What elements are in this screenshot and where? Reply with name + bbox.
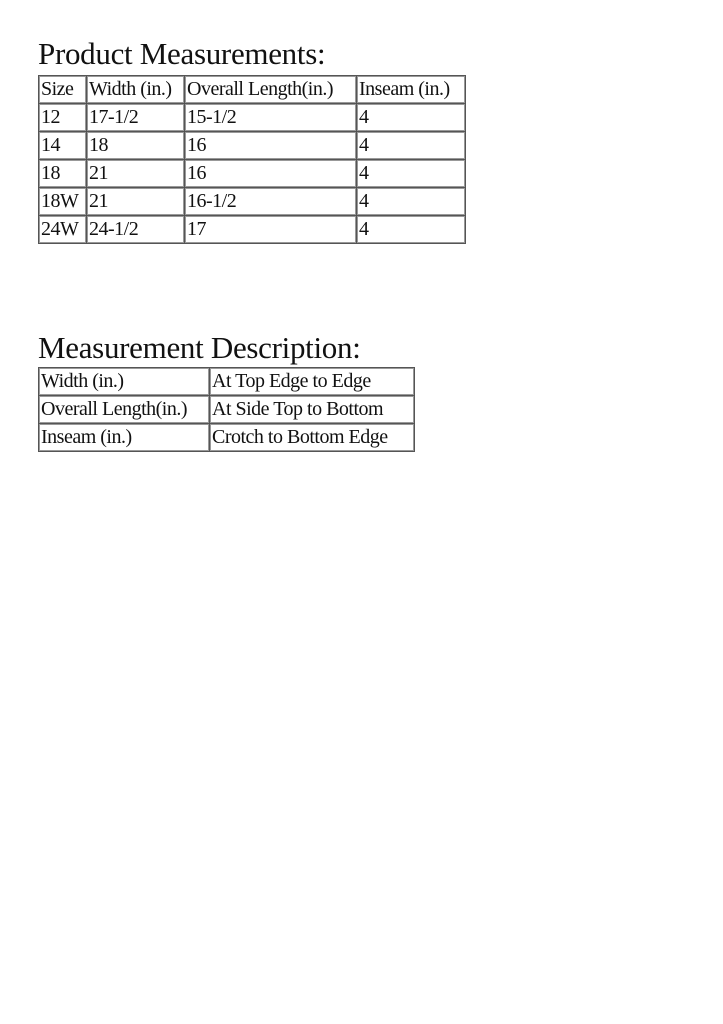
measurement-description-table (38, 367, 415, 452)
table-row (39, 368, 415, 396)
cell-inseam: 4 (357, 160, 466, 188)
table-row (39, 396, 415, 424)
cell-width: 17-1/2 (87, 104, 185, 132)
cell-width: 18 (87, 132, 185, 160)
cell-overall-length: 16 (185, 132, 357, 160)
cell-inseam: 4 (357, 216, 466, 244)
cell-size: 14 (39, 132, 87, 160)
header-inseam: Inseam (in.) (357, 76, 466, 104)
measurement-description-title: Measurement Description: (38, 330, 361, 365)
cell-width: 21 (87, 188, 185, 216)
cell-size: 18 (39, 160, 87, 188)
cell-measurement: Inseam (in.) (39, 424, 210, 452)
table-row (39, 424, 415, 452)
cell-overall-length: 15-1/2 (185, 104, 357, 132)
table-header-row (39, 76, 466, 104)
cell-measurement: Overall Length(in.) (39, 396, 210, 424)
cell-overall-length: 16 (185, 160, 357, 188)
cell-description: Crotch to Bottom Edge (210, 424, 415, 452)
product-measurements-table (38, 75, 466, 244)
cell-overall-length: 17 (185, 216, 357, 244)
table-row (39, 132, 466, 160)
cell-inseam: 4 (357, 188, 466, 216)
header-overall-length: Overall Length(in.) (185, 76, 357, 104)
header-width: Width (in.) (87, 76, 185, 104)
cell-width: 21 (87, 160, 185, 188)
cell-description: At Side Top to Bottom (210, 396, 415, 424)
cell-size: 18W (39, 188, 87, 216)
cell-width: 24-1/2 (87, 216, 185, 244)
table-row (39, 104, 466, 132)
table-row (39, 188, 466, 216)
cell-inseam: 4 (357, 104, 466, 132)
header-size: Size (39, 76, 87, 104)
cell-inseam: 4 (357, 132, 466, 160)
cell-size: 12 (39, 104, 87, 132)
product-measurements-title: Product Measurements: (38, 36, 326, 71)
cell-size: 24W (39, 216, 87, 244)
cell-overall-length: 16-1/2 (185, 188, 357, 216)
table-row (39, 216, 466, 244)
table-row (39, 160, 466, 188)
cell-measurement: Width (in.) (39, 368, 210, 396)
cell-description: At Top Edge to Edge (210, 368, 415, 396)
